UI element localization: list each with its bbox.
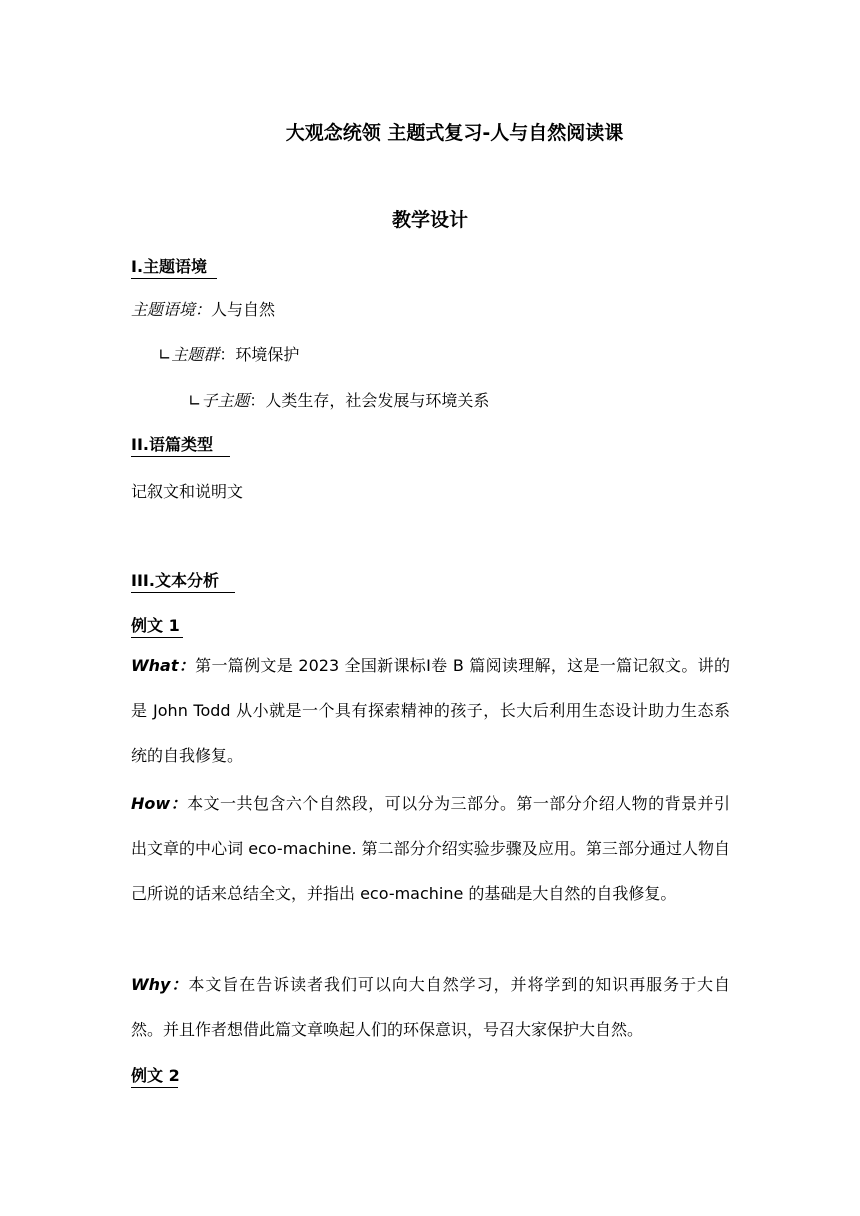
- how-label: How：: [131, 794, 188, 813]
- document-title: 大观念统领 主题式复习-人与自然阅读课: [285, 122, 624, 144]
- theme-group-label: 主题群: [171, 345, 220, 364]
- tree-branch-icon: ∟: [158, 345, 172, 364]
- how-text: 本文一共包含六个自然段，可以分为三部分。第一部分介绍人物的背景并引出文章的中心词 eco-machine. 第二部分介绍实验步骤及应用。第三部分通过人物自己所说的话来总结全文，并指出 eco-machine 的基础是大自然的自我修复。: [131, 794, 730, 903]
- how-paragraph: [131, 781, 730, 916]
- what-label: What：: [131, 656, 196, 675]
- sub-theme-label: 子主题: [201, 391, 250, 410]
- tree-branch-icon: ∟: [188, 391, 202, 410]
- what-text: 第一篇例文是 2023 全国新课标I卷 B 篇阅读理解，这是一篇记叙文。讲的是 John Todd 从小就是一个具有探索精神的孩子，长大后利用生态设计助力生态系统的自我修复。: [131, 656, 730, 765]
- example-2-heading: 例文 2: [131, 1063, 178, 1088]
- why-paragraph: [131, 962, 730, 1052]
- context-value: 人与自然: [211, 300, 276, 319]
- sub-theme-line: [188, 388, 489, 411]
- context-line: [131, 297, 275, 320]
- why-label: Why：: [131, 975, 189, 994]
- genre-text: 记叙文和说明文: [131, 482, 244, 501]
- document-subtitle: 教学设计: [391, 209, 468, 231]
- sub-theme-value: ：人类生存，社会发展与环境关系: [249, 391, 490, 410]
- section-heading-genre: II.语篇类型: [131, 432, 230, 457]
- why-text: 本文旨在告诉读者我们可以向大自然学习，并将学到的知识再服务于大自然。并且作者想借此篇文章唤起人们的环保意识，号召大家保护大自然。: [131, 975, 730, 1039]
- section-heading-context: I.主题语境: [131, 254, 217, 279]
- context-label: 主题语境：: [131, 300, 212, 319]
- example-1-heading: 例文 1: [131, 613, 183, 638]
- theme-group-value: ：环境保护: [219, 345, 300, 364]
- what-paragraph: [131, 643, 730, 778]
- theme-group-line: [158, 342, 299, 365]
- section-heading-analysis: III.文本分析: [131, 568, 235, 593]
